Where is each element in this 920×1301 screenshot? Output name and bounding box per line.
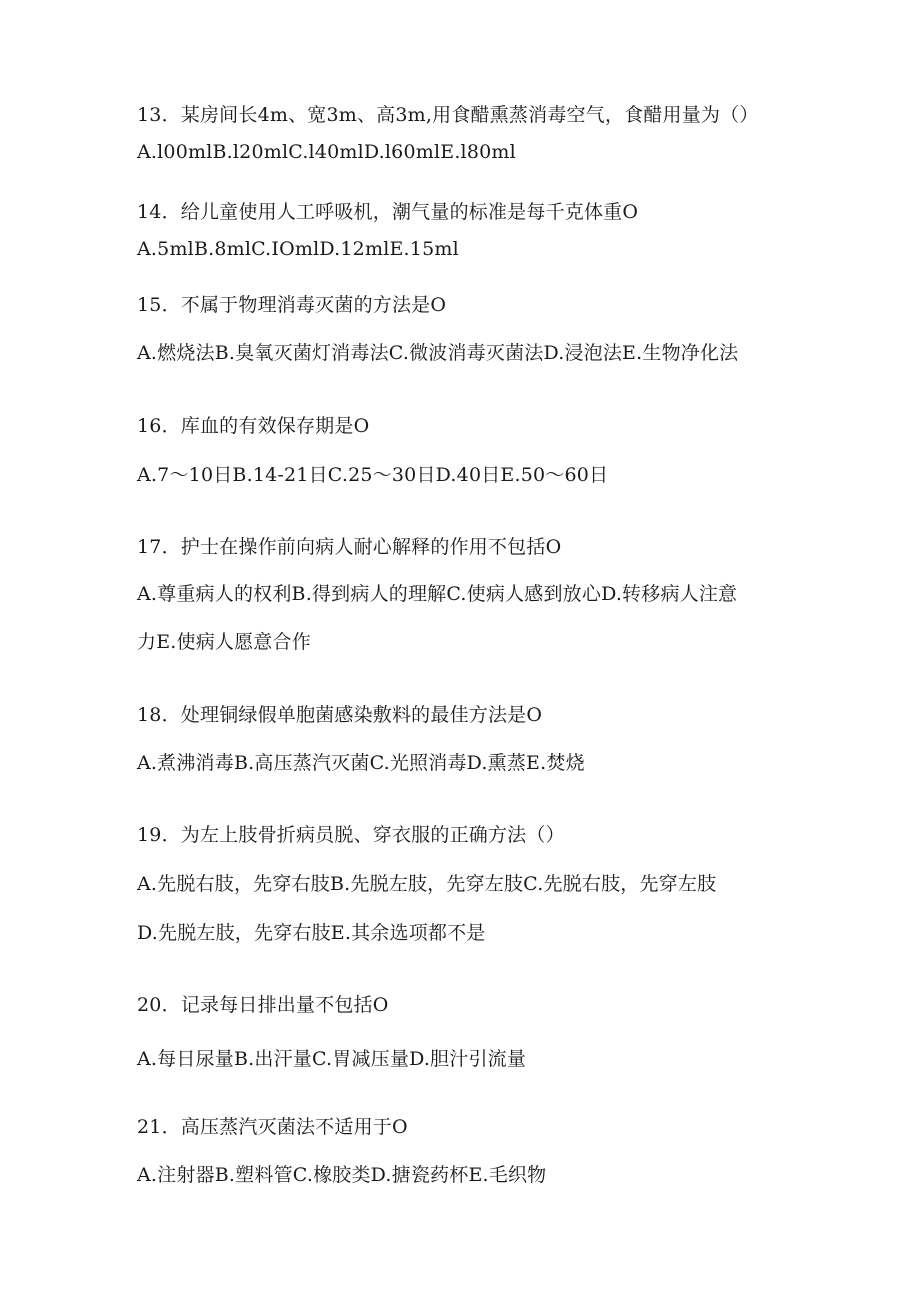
question-17-options-line-2: 力E.使病人愿意合作 <box>137 631 311 653</box>
question-18-options: A.煮沸消毒B.高压蒸汽灭菌C.光照消毒D.熏蒸E.焚烧 <box>137 752 585 774</box>
question-15-options: A.燃烧法B.臭氧灭菌灯消毒法C.微波消毒灭菌法D.浸泡法E.生物净化法 <box>137 342 739 364</box>
question-19-stem: 19．为左上肢骨折病员脱、穿衣服的正确方法（） <box>137 824 565 846</box>
question-21-stem: 21．高压蒸汽灭菌法不适用于O <box>137 1116 408 1138</box>
question-13-stem: 13．某房间长4m、宽3m、高3m,用食醋熏蒸消毒空气，食醋用量为（） <box>137 104 759 126</box>
question-19-options-line-1: A.先脱右肢，先穿右肢B.先脱左肢，先穿左肢C.先脱右肢，先穿左肢 <box>137 873 717 895</box>
question-17-options-line-1: A.尊重病人的权利B.得到病人的理解C.使病人感到放心D.转移病人注意 <box>137 583 738 605</box>
question-16-options: A.7～10日B.14-21日C.25～30日D.40日E.50～60日 <box>137 464 609 486</box>
question-14-stem: 14．给儿童使用人工呼吸机，潮气量的标准是每千克体重O <box>137 201 639 223</box>
question-14-options: A.5mlB.8mlC.IOmlD.12mlE.15ml <box>137 238 459 260</box>
question-20-stem: 20．记录每日排出量不包括O <box>137 994 389 1016</box>
question-18-stem: 18．处理铜绿假单胞菌感染敷料的最佳方法是O <box>137 704 543 726</box>
question-13-options: A.l00mlB.l20mlC.l40mlD.l60mlE.l80ml <box>137 141 516 163</box>
question-15-stem: 15．不属于物理消毒灭菌的方法是O <box>137 294 447 316</box>
question-16-stem: 16．库血的有效保存期是O <box>137 415 370 437</box>
question-17-stem: 17．护士在操作前向病人耐心解释的作用不包括O <box>137 536 562 558</box>
question-21-options: A.注射器B.塑料管C.橡胶类D.搪瓷药杯E.毛织物 <box>137 1164 547 1186</box>
question-19-options-line-2: D.先脱左肢，先穿右肢E.其余选项都不是 <box>137 922 486 944</box>
question-20-options: A.每日尿量B.出汗量C.胃减压量D.胆汁引流量 <box>137 1048 527 1070</box>
